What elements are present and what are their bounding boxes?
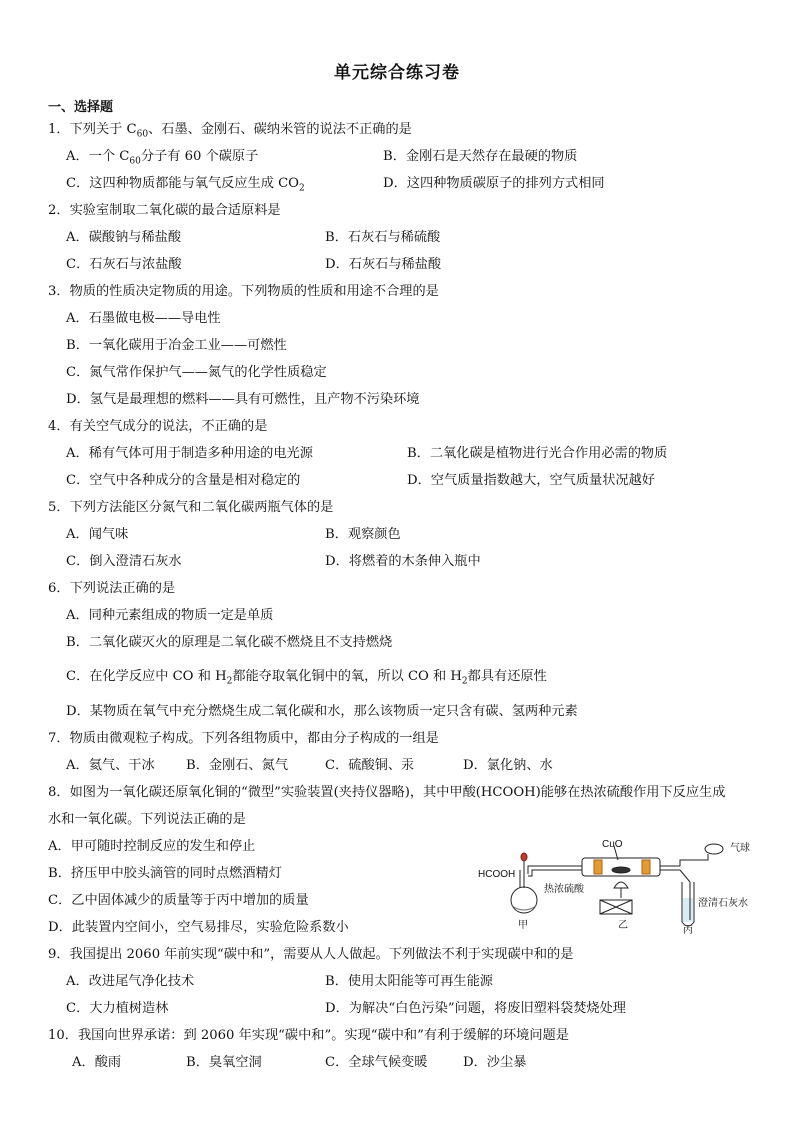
burner-flame [614,882,628,888]
q9-option-b[interactable]: B．使用太阳能等可再生能源 [325,974,493,989]
flask-jia [511,887,537,913]
q7-option-c[interactable]: C．硫酸铜、汞 [325,758,415,773]
q2-option-d[interactable]: D．石灰石与稀盐酸 [325,257,442,272]
q3-option-d[interactable]: D．氢气是最理想的燃料——具有可燃性，且产物不污染环境 [66,392,420,407]
q9-option-c[interactable]: C．大力植树造林 [66,1001,169,1016]
q4-option-b[interactable]: B．二氧化碳是植物进行光合作用必需的物质 [407,446,668,461]
q4-option-c[interactable]: C．空气中各种成分的含量是相对稳定的 [66,473,301,488]
q1-option-c[interactable]: C．这四种物质都能与氧气反应生成 $CO_2$ [66,176,305,194]
q1-option-d[interactable]: D．这四种物质碳原子的排列方式相同 [383,176,605,191]
q2-option-b[interactable]: B．石灰石与稀硫酸 [325,230,441,245]
question-9-stem: 9．我国提出 2060 年前实现“碳中和”，需要从人人做起。下列做法不利于实现碳中和的是 [48,947,574,962]
q9-option-a[interactable]: A．改进尾气净化技术 [66,974,195,989]
label-yi: 乙 [618,920,628,931]
q5-option-d[interactable]: D．将燃着的木条伸入瓶中 [325,554,481,569]
q10-option-c[interactable]: C．全球气候变暖 [325,1055,428,1070]
q2-option-a[interactable]: A．碳酸钠与稀盐酸 [66,230,182,245]
q7-option-b[interactable]: B．金刚石、氮气 [186,758,289,773]
apparatus-figure [476,836,766,934]
q10-option-b[interactable]: B．臭氧空洞 [186,1055,262,1070]
q6-option-a[interactable]: A．同种元素组成的物质一定是单质 [66,608,274,623]
question-6-stem: 6．下列说法正确的是 [48,581,176,596]
q5-option-b[interactable]: B．观察颜色 [325,527,401,542]
label-acid: 热浓硫酸 [544,884,584,895]
question-8-stem-line2: 水和一氧化碳。下列说法正确的是 [48,812,246,827]
q2-option-c[interactable]: C．石灰石与浓盐酸 [66,257,182,272]
label-hcooh: HCOOH [478,869,516,880]
question-3-stem: 3．物质的性质决定物质的用途。下列物质的性质和用途不合理的是 [48,284,439,299]
q4-option-a[interactable]: A．稀有气体可用于制造多种用途的电光源 [66,446,313,461]
q7-option-d[interactable]: D．氯化钠、水 [463,758,553,773]
q1-option-b[interactable]: B．金刚石是天然存在最硬的物质 [383,149,578,164]
question-8-stem-line1: 8．如图为一氧化碳还原氧化铜的“微型”实验装置(夹持仪器略)，其中甲酸(HCOOH)能够在热浓硫酸作用下反应生成 [48,785,726,800]
label-bing: 丙 [683,925,693,934]
question-1-stem: 1．下列关于 $C_{60}$、石墨、金刚石、碳纳米管的说法不正确的是 [48,122,412,140]
q7-option-a[interactable]: A．氦气、干冰 [66,758,155,773]
q10-option-a[interactable]: A．酸雨 [72,1055,122,1070]
q8-option-b[interactable]: B．挤压甲中胶头滴管的同时点燃酒精灯 [48,866,282,881]
question-10-stem: 10．我国向世界承诺：到 2060 年实现“碳中和”。实现“碳中和”有利于缓解的环境问题是 [48,1028,569,1043]
balloon [705,844,723,854]
label-cuo: CuO [602,839,623,850]
dropper-bulb [521,853,527,861]
page-title: 单元综合练习卷 [334,63,460,83]
label-balloon: 气球 [730,843,750,854]
q8-option-d[interactable]: D．此装置内空间小，空气易排尽，实验危险系数小 [48,920,349,935]
q5-option-c[interactable]: C．倒入澄清石灰水 [66,554,182,569]
q5-option-a[interactable]: A．闻气味 [66,527,129,542]
label-jia: 甲 [518,920,528,931]
question-2-stem: 2．实验室制取二氧化碳的最合适原料是 [48,203,281,218]
label-limewater: 澄清石灰水 [698,898,748,909]
question-4-stem: 4．有关空气成分的说法，不正确的是 [48,419,268,434]
q6-option-c[interactable]: C．在化学反应中 CO 和 $H_2$都能夺取氧化铜中的氧，所以 CO 和 $H_2$都具有还原性 [66,669,547,687]
question-5-stem: 5．下列方法能区分氮气和二氧化碳两瓶气体的是 [48,500,334,515]
q10-option-d[interactable]: D．沙尘暴 [463,1055,527,1070]
q1-option-a[interactable]: A．一个 $C_{60}$分子有 60 个碳原子 [66,149,259,167]
q6-option-b[interactable]: B．二氧化碳灭火的原理是二氧化碳不燃烧且不支持燃烧 [66,635,393,650]
q4-option-d[interactable]: D．空气质量指数越大，空气质量状况越好 [407,473,655,488]
q8-option-c[interactable]: C．乙中固体减少的质量等于丙中增加的质量 [48,893,309,908]
q3-option-a[interactable]: A．石墨做电极——导电性 [66,311,221,326]
q9-option-d[interactable]: D．为解决“白色污染”问题，将废旧塑料袋焚烧处理 [325,1001,626,1016]
q6-option-d[interactable]: D．某物质在氧气中充分燃烧生成二氧化碳和水，那么该物质一定只含有碳、氢两种元素 [66,704,578,719]
question-7-stem: 7．物质由微观粒子构成。下列各组物质中，都由分子构成的一组是 [48,731,439,746]
q3-option-b[interactable]: B．一氧化碳用于冶金工业——可燃性 [66,338,287,353]
q8-option-a[interactable]: A．甲可随时控制反应的发生和停止 [48,839,256,854]
section-heading: 一、选择题 [48,100,114,115]
q3-option-c[interactable]: C．氮气常作保护气——氮气的化学性质稳定 [66,365,327,380]
